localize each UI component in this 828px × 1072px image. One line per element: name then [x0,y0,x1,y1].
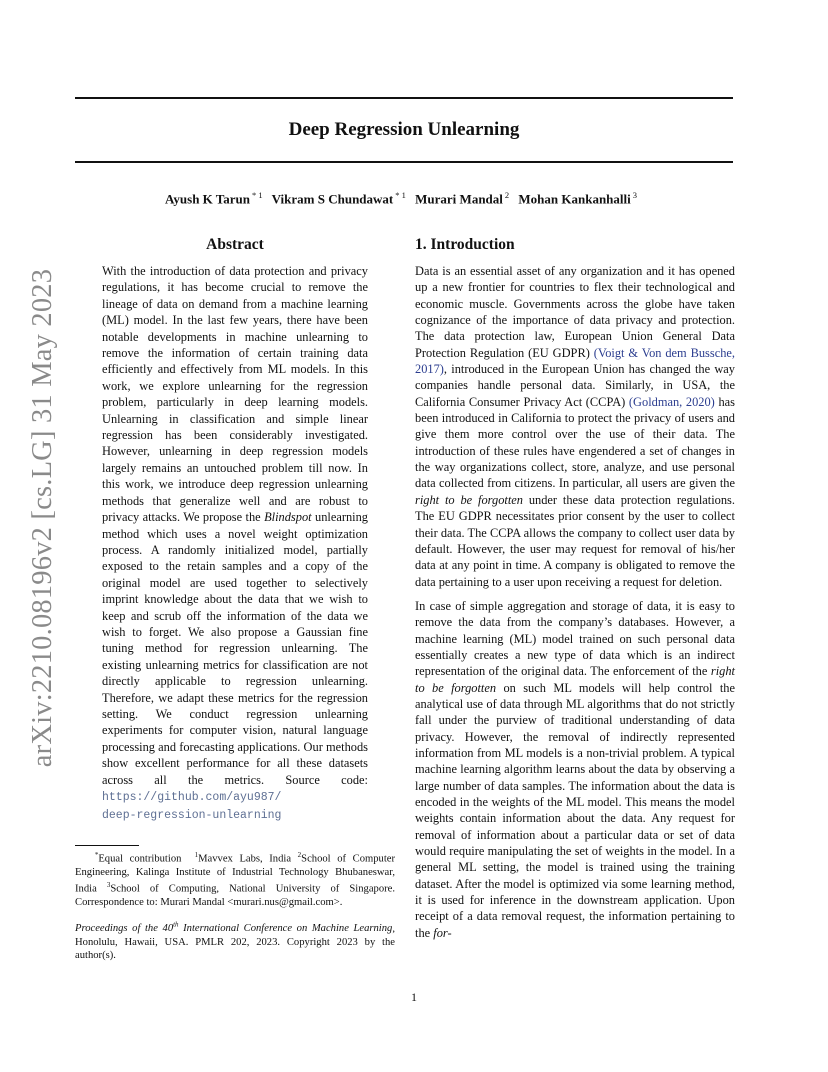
introduction-heading: 1. Introduction [415,236,515,253]
intro-paragraph-1 [415,263,735,590]
emphasis-text: right to be forgotten [415,664,735,695]
emphasis-text: for- [433,925,452,940]
emphasis-text: right to be forgotten [415,492,523,507]
right-column [415,236,735,949]
paragraph-text: under these data protection regulations. The EU GDPR necessitates prior consent by the user to collect their data. The CCPA allows the company to collect user data by default. However, the user may request for removal of his/her data at any point in time. A company is obligated to remove the data pertaining to a user upon receiving a request for deletion. [415,492,735,589]
author-mark: * 1 [395,190,406,200]
author-name: Ayush K Tarun [164,191,251,207]
proceedings-suffix: th [173,920,179,929]
proceedings-number: 40 [162,923,174,935]
intro-paragraph-2 [415,598,735,941]
proceedings-text: , Honolulu, Hawaii, USA. PMLR 202, 2023. Copyright 2023 by the author(s). [75,923,395,962]
arxiv-identifier: arXiv:2210.08196v2 [cs.LG] 31 May 2023 [27,268,58,768]
left-column [75,236,395,825]
paragraph-text: on such ML models will help control the analytical use of data through ML algorithms that do not strictly fall under the purview of traditional understanding of data privacy. However, the removal of indirectly represented information from ML models is a non-trivial problem. A typical machine learning algorithm learns about the data by observing a large number of data samples. The information about the data is encoded in the weights of the ML model. This means the model weights contain information about the data. Any request for removal of information about a particular data or set of data would require manipulating the set of weights in the model. In a general ML setting, the model is trained using the training dataset. After the model is optimized via some learning method, it is used for inference in the downstream application. Upon receipt of a data removal request, the information pertaining to the [415,680,735,940]
author-mark: 2 [504,190,510,200]
abstract-text: unlearning method which uses a novel weight optimization process. A randomly initialized model, partially exposed to the retain samples and a copy of the original model are used together to selectively imprint knowledge about the data that we wish to keep and scrub off the information of the data we wish to forget. We also propose a Gaussian fine tuning method for regression unlearning. The existing unlearning metrics for classification are not directly applicable to regression unlearning. Therefore, we adapt these metrics for the regression setting. We conduct regression unlearning experiments for computer vision, natural language processing and forecasting applications. Our methods show excellent performance for all these datasets across all the metrics. Source code: [102,510,368,787]
footnote-text: Equal contribution [98,853,182,865]
title-rule-top [75,97,733,99]
paragraph-text: has been introduced in California to protect the privacy of users and give them more control over the use of their data. The introduction of these rules have engendered a set of changes in the way organizations collect, store, analyze, and use personal data collected from citizens. In particular, all users are given the [415,394,735,491]
author-list [75,190,733,207]
proceedings-footnote [75,919,395,963]
affiliation-footnote [75,849,395,910]
abstract-text: With the introduction of data protection and privacy regulations, it has become crucial to remove the lineage of data on demand from a machine learning (ML) model. In the last few years, there have been notable developments in machine unlearning to remove the information of certain training data efficiently and effectively from ML models. In this work, we explore unlearning for the regression problem, particularly in deep learning models. Unlearning in classification and simple linear regression has been considerably investigated. However, unlearning in deep regression models largely remains an untouched problem till now. In this work, we introduce deep regression unlearning methods that generalize well and are robust to privacy attacks. We propose the [102,264,368,525]
footnote-text: Mavvex Labs, India [198,853,292,865]
source-code-link[interactable] [102,791,281,822]
footnote-mark: 1 [194,851,199,859]
source-code-link-part1[interactable]: https://github.com/ayu987/ [102,791,282,804]
proceedings-text: International Conference on Machine Learning [183,923,393,935]
author-mark: 3 [632,190,637,200]
footnote-mark: * [94,851,99,859]
footnote-mark: 2 [297,851,302,859]
author-name: Mohan Kankanhalli [518,191,631,207]
title-rule-bottom [75,161,733,163]
citation-link[interactable]: (Goldman, 2020) [628,394,715,409]
footnote-text: School of Computer Engineering, Kalinga Institute of Industrial Technology Bhubaneswar, India [75,853,395,895]
source-code-link-part2[interactable]: deep-regression-unlearning [102,809,282,823]
author-mark: * 1 [252,190,263,200]
abstract-body [102,263,368,825]
abstract-heading: Abstract [206,236,264,253]
paper-title: Deep Regression Unlearning [288,119,520,140]
paragraph-text: In case of simple aggregation and storage of data, it is easy to remove the data from the company’s databases. However, a machine learning (ML) model trained on such personal data essentially creates a new type of data which is an indirect representation of the original data. The enforcement of the [415,598,735,679]
footnote-text: School of Computing, National University of Singapore. Correspondence to: Murari Mandal <murari.nus@gmail.com>. [75,883,395,909]
abstract-method-name: Blindspot [264,510,312,525]
proceedings-text: Proceedings of the [75,923,158,935]
page-number: 1 [411,990,417,1004]
author-name: Vikram S Chundawat [271,191,394,207]
author-name: Murari Mandal [415,191,503,207]
citation-link[interactable]: (Voigt & Von dem Bussche, 2017) [415,345,735,377]
footnote-mark: 3 [106,881,111,890]
paragraph-text: , introduced in the European Union has changed the way companies handle personal data. Similarly, in USA, the California Consumer Privacy Act (CCPA) [415,362,735,409]
footnote-divider [75,845,139,846]
footnotes [75,849,395,971]
paragraph-text: Data is an essential asset of any organization and it has opened up a new frontier for countries to flex their technological and economic muscle. Governments across the globe have taken cognizance of the importance of data privacy and protection. The data protection law, European Union General Data Protection Regulation (EU GDPR) [415,264,735,360]
